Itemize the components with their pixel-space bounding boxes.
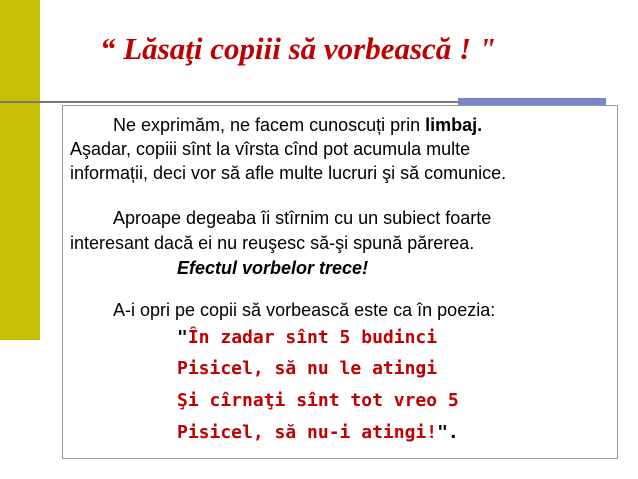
paragraph2-line2: interesant dacă ei nu reuşesc să-şi spună părerea. (70, 233, 475, 253)
poem-line4 (177, 420, 459, 446)
poem-line3: Şi cîrnaţi sînt tot vreo 5 (177, 390, 459, 411)
paragraph1-line2: Aşadar, copiii sînt la vîrsta cînd pot acumula multe (70, 139, 471, 159)
slide-title: “ Lăsaţi copiii să vorbească ! " (100, 31, 497, 66)
poem-close-quote: ". (437, 422, 459, 443)
paragraph2-line1: Aproape degeaba îi stîrnim cu un subiect foarte (113, 208, 492, 228)
paragraph1-line1-text: Ne exprimăm, ne facem cunoscuți prin (113, 115, 426, 135)
poem-open-quote: " (177, 327, 188, 348)
poem-line1 (177, 325, 437, 351)
poem-line2: Pisicel, să nu le atingi (177, 358, 438, 379)
title-divider (0, 101, 458, 103)
side-accent-bar (0, 0, 40, 340)
paragraph1-keyword: limbaj. (425, 115, 483, 135)
poem-line4-text: Pisicel, să nu-i atingi! (177, 422, 438, 443)
paragraph1-line3: informații, deci vor să afle multe lucruri şi să comunice. (70, 163, 507, 183)
paragraph1-line1 (113, 113, 482, 137)
paragraph2-emphasis: Efectul vorbelor trece! (177, 258, 369, 278)
poem-line1-text: În zadar sînt 5 budinci (187, 327, 438, 348)
paragraph3-intro: A-i opri pe copii să vorbească este ca în poezia: (113, 300, 496, 320)
